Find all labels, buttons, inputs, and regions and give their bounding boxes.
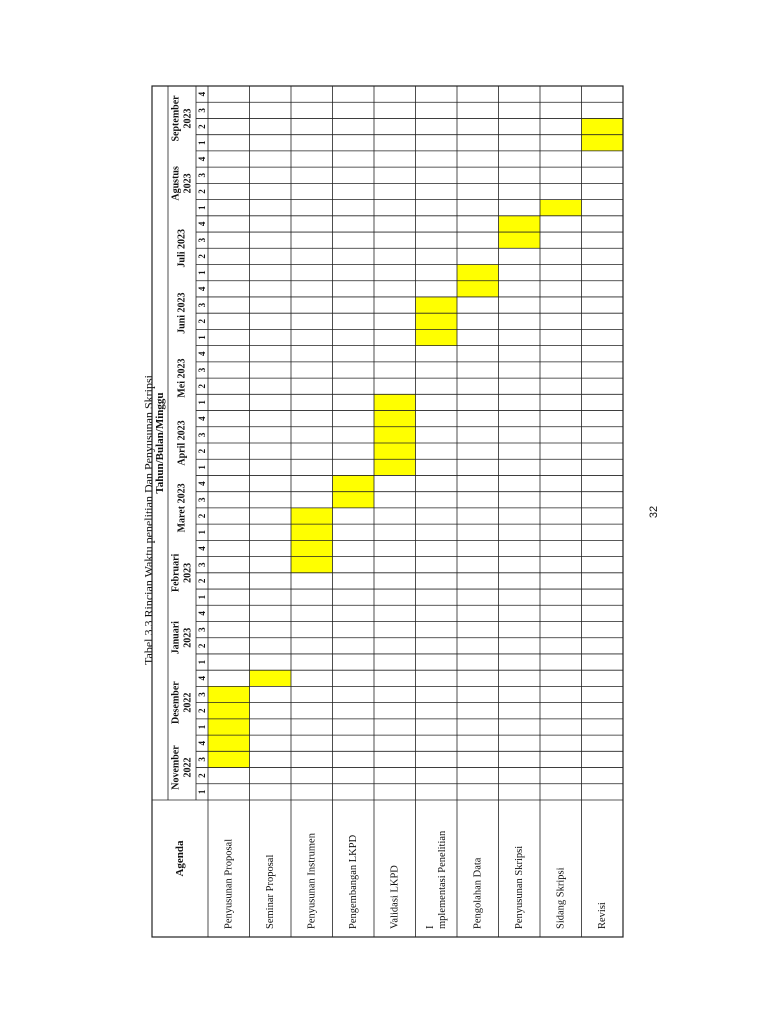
month-label: November xyxy=(170,745,182,790)
period-header: Tahun/Bulan/Minggu xyxy=(154,392,166,494)
highlight-cell xyxy=(333,475,375,491)
highlight-cell xyxy=(457,281,499,297)
week-number: 3 xyxy=(197,237,207,243)
month-label: Juli 2023 xyxy=(176,228,188,268)
highlight-cell xyxy=(499,216,541,232)
week-number: 1 xyxy=(197,140,207,146)
month-year-label: 2023 xyxy=(182,108,194,129)
week-number: 2 xyxy=(197,513,207,519)
month-year-label: 2023 xyxy=(182,173,194,194)
week-number: 2 xyxy=(197,448,207,454)
highlight-cell xyxy=(208,735,250,751)
highlight-cell xyxy=(457,265,499,281)
month-label: April 2023 xyxy=(176,420,188,466)
agenda-label: Pengembangan LKPD xyxy=(347,834,359,929)
agenda-label: Pengolahan Data xyxy=(472,857,484,929)
week-number: 3 xyxy=(197,367,207,373)
week-number: 1 xyxy=(197,789,207,795)
week-number: 1 xyxy=(197,400,207,405)
highlight-cell xyxy=(374,459,416,475)
week-number: 1 xyxy=(197,270,207,275)
highlight-cell xyxy=(208,703,250,719)
agenda-label: Seminar Proposal xyxy=(264,854,276,929)
agenda-label: Sidang Skripsi xyxy=(555,867,567,929)
highlight-cell xyxy=(333,492,375,508)
month-label: Maret 2023 xyxy=(176,483,188,533)
week-number: 4 xyxy=(197,286,207,292)
month-year-label: 2022 xyxy=(182,757,194,778)
highlight-cell xyxy=(416,329,458,345)
week-number: 2 xyxy=(197,383,207,389)
week-number: 3 xyxy=(197,173,207,178)
week-number: 4 xyxy=(197,546,207,551)
highlight-cell xyxy=(374,394,416,410)
highlight-cell xyxy=(374,427,416,443)
highlight-cell xyxy=(374,443,416,459)
month-label: Januari xyxy=(170,621,182,655)
week-number: 2 xyxy=(197,124,207,129)
month-year-label: 2023 xyxy=(182,562,194,583)
agenda-label-continued: mplementasi Penelitian xyxy=(436,830,448,929)
month-label: Mei 2023 xyxy=(176,358,188,398)
week-number: 2 xyxy=(197,254,207,259)
highlight-cell xyxy=(291,524,333,540)
highlight-cell xyxy=(291,540,333,556)
week-number: 4 xyxy=(197,351,207,356)
week-number: 1 xyxy=(197,335,207,340)
week-number: 2 xyxy=(197,708,207,713)
highlight-cell xyxy=(208,686,250,702)
week-number: 4 xyxy=(197,611,207,616)
agenda-label: Penyusunan Proposal xyxy=(223,838,235,929)
agenda-label: Revisi xyxy=(596,902,608,929)
week-number: 3 xyxy=(197,432,207,438)
table-caption-text: Tabel 3.3 Rincian Waktu penelitian Dan Penyusunan Skripsi xyxy=(141,375,156,665)
week-number: 1 xyxy=(197,594,207,600)
agenda-label: Penyusunan Skripsi xyxy=(513,845,525,929)
page-number-text: 32 xyxy=(648,505,660,519)
week-number: 1 xyxy=(197,659,207,665)
week-number: 1 xyxy=(197,465,207,470)
month-label: September xyxy=(170,95,182,142)
highlight-cell xyxy=(540,200,582,216)
agenda-label: I xyxy=(424,925,436,929)
agenda-header: Agenda xyxy=(174,840,186,877)
week-number: 3 xyxy=(197,497,207,503)
week-number: 4 xyxy=(197,416,207,421)
highlight-cell xyxy=(291,508,333,524)
week-number: 4 xyxy=(197,740,207,746)
week-number: 4 xyxy=(197,676,207,681)
highlight-cell xyxy=(582,135,624,151)
week-number: 2 xyxy=(197,643,207,649)
week-number: 2 xyxy=(197,773,207,778)
highlight-cell xyxy=(291,557,333,573)
highlight-cell xyxy=(416,297,458,313)
highlight-cell xyxy=(582,118,624,134)
week-number: 3 xyxy=(197,757,207,762)
agenda-label: Validasi LKPD xyxy=(389,865,401,929)
week-number: 4 xyxy=(197,156,207,162)
week-number: 3 xyxy=(197,692,207,697)
highlight-cell xyxy=(499,232,541,248)
month-year-label: 2022 xyxy=(182,692,194,713)
week-number: 3 xyxy=(197,302,207,308)
week-number: 4 xyxy=(197,91,207,97)
week-number: 2 xyxy=(197,189,207,194)
week-number: 2 xyxy=(197,319,207,324)
week-number: 4 xyxy=(197,481,207,486)
page-number xyxy=(646,502,662,522)
month-year-label: 2023 xyxy=(182,627,194,648)
month-label: Agustus xyxy=(170,166,182,201)
week-number: 1 xyxy=(197,724,207,730)
week-number: 3 xyxy=(197,562,207,567)
month-label: Februari xyxy=(170,553,182,592)
week-number: 4 xyxy=(197,221,207,227)
week-number: 3 xyxy=(197,627,207,632)
highlight-cell xyxy=(416,313,458,329)
month-label: Desember xyxy=(170,681,182,725)
week-number: 2 xyxy=(197,578,207,584)
week-number: 1 xyxy=(197,205,207,210)
week-number: 1 xyxy=(197,530,207,535)
highlight-cell xyxy=(250,670,292,686)
highlight-cell xyxy=(374,411,416,427)
agenda-label: Penyusunan Instrumen xyxy=(306,833,318,929)
highlight-cell xyxy=(208,751,250,767)
month-label: Juni 2023 xyxy=(176,292,188,334)
week-number: 3 xyxy=(197,108,207,113)
highlight-cell xyxy=(208,719,250,735)
